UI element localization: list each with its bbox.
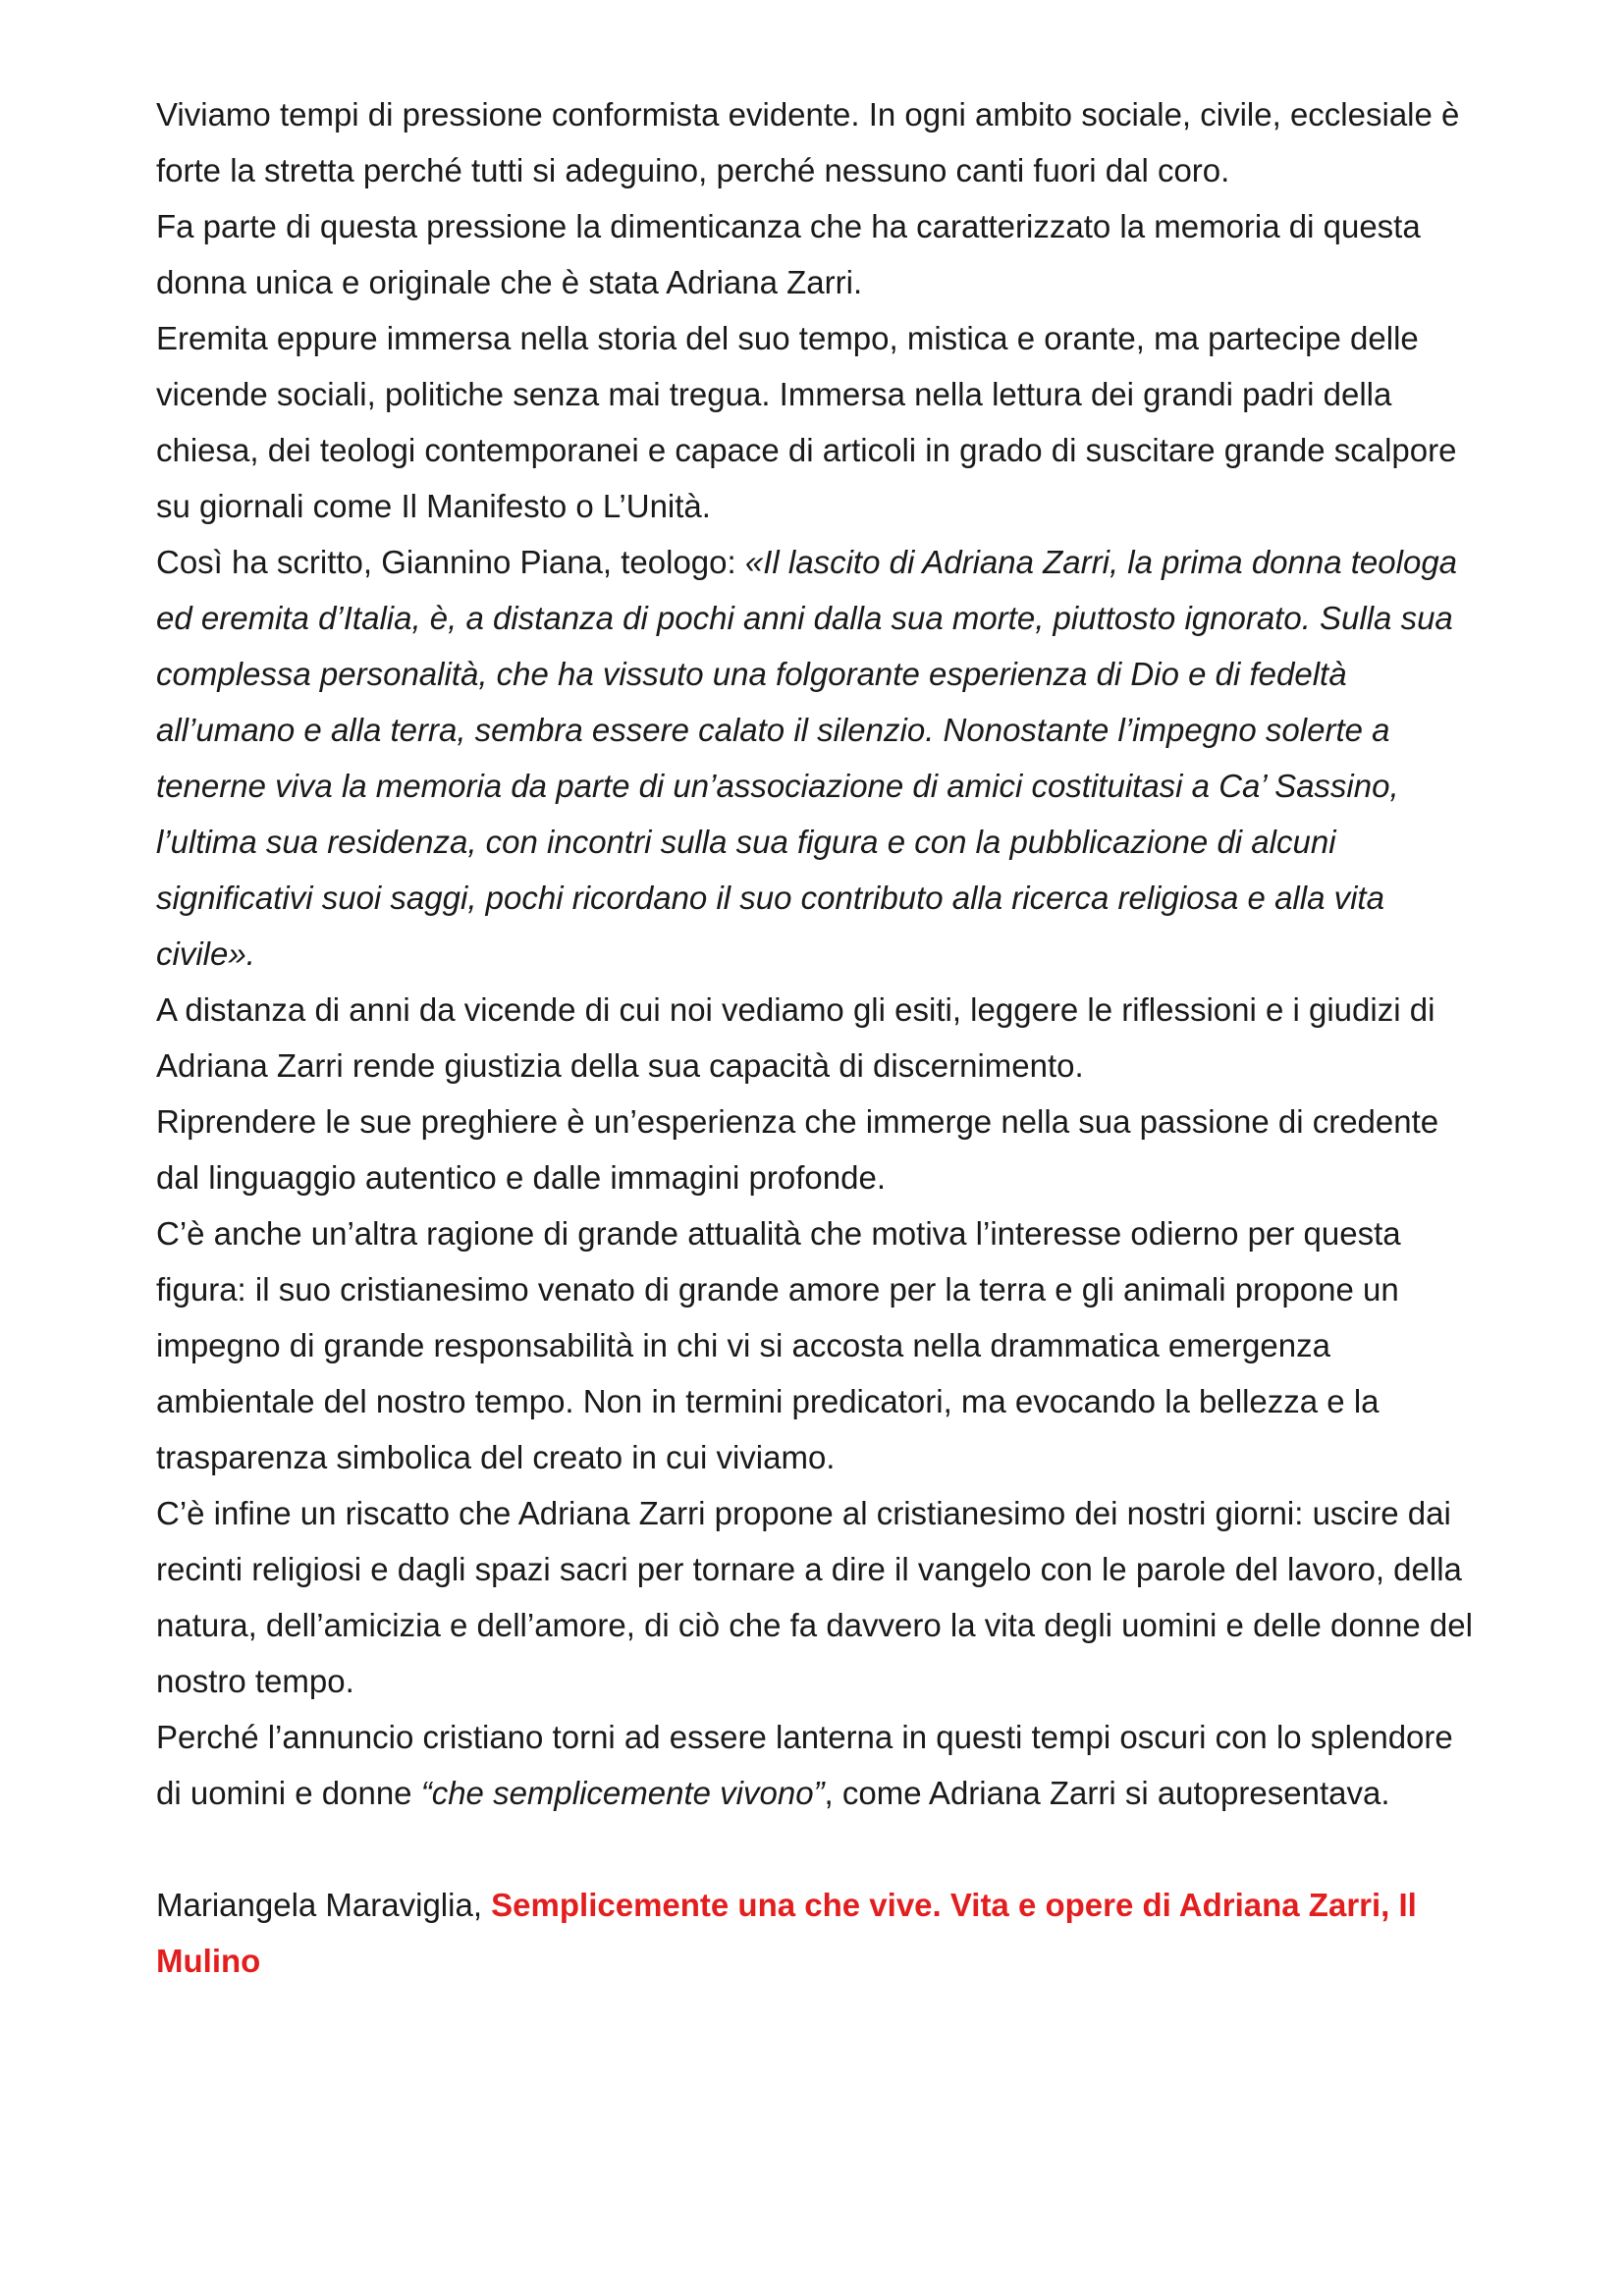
paragraph-conformism: Viviamo tempi di pressione conformista evidente. In ogni ambito sociale, civile, ecclesiale è forte la stretta perché tutti si adeguino, perché nessuno canti fuori dal coro. <box>156 96 1460 188</box>
paragraph-environment: C’è anche un’altra ragione di grande attualità che motiva l’interesse odierno per questa figura: il suo cristianesimo venato di grande amore per la terra e gli animali propone un impegno di grande responsabilità in chi vi si accosta nella drammatica emergenza ambientale del nostro tempo. Non in termini predicatori, ma evocando la bellezza e la trasparenza simbolica del creato in cui viviamo. <box>156 1215 1401 1475</box>
section-spacer <box>156 1821 1477 1877</box>
article-body <box>156 86 1477 1989</box>
lantern-quote: “che semplicemente vivono” <box>420 1775 825 1811</box>
paragraph-forgetfulness: Fa parte di questa pressione la dimenticanza che ha caratterizzato la memoria di questa donna unica e originale che è stata Adriana Zarri. <box>156 208 1421 300</box>
lantern-text-after: , come Adriana Zarri si autopresentava. <box>824 1775 1390 1811</box>
paragraph-lantern <box>156 1709 1477 1821</box>
paragraph-redemption: C’è infine un riscatto che Adriana Zarri propone al cristianesimo dei nostri giorni: uscire dai recinti religiosi e dagli spazi sacri per tornare a dire il vangelo con le parole del lavoro, della natura, dell’amicizia e dell’amore, di ciò che fa davvero la vita degli uomini e delle donne del nostro tempo. <box>156 1495 1473 1699</box>
quote-intro: Così ha scritto, Giannino Piana, teologo: <box>156 544 745 580</box>
piana-quotation: «Il lascito di Adriana Zarri, la prima donna teologa ed eremita d’Italia, è, a distanza di pochi anni dalla sua morte, piuttosto ignorato. Sulla sua complessa personalità, che ha vissuto una folgorante esperienza di Dio e di fedeltà all’umano e alla terra, sembra essere calato il silenzio. Nonostante l’impegno solerte a tenerne viva la memoria da parte di un’associazione di amici costituitasi a Ca’ Sassino, l’ultima sua residenza, con incontri sulla sua figura e con la pubblicazione di alcuni significativi suoi saggi, pochi ricordano il suo contributo alla ricerca religiosa e alla vita civile». <box>156 544 1458 972</box>
paragraph-prayers: Riprendere le sue preghiere è un’esperienza che immerge nella sua passione di credente dal linguaggio autentico e dalle immagini profonde. <box>156 1103 1439 1196</box>
reference-title: Semplicemente una che vive. Vita e opere di Adriana Zarri, Il Mulino <box>156 1887 1417 1979</box>
paragraph-piana-quote <box>156 534 1477 982</box>
paragraph-discernment: A distanza di anni da vicende di cui noi vediamo gli esiti, leggere le riflessioni e i giudizi di Adriana Zarri rende giustizia della sua capacità di discernimento. <box>156 991 1435 1084</box>
book-reference <box>156 1877 1477 1989</box>
reference-author: Mariangela Maraviglia, <box>156 1887 492 1923</box>
paragraph-hermit: Eremita eppure immersa nella storia del suo tempo, mistica e orante, ma partecipe delle vicende sociali, politiche senza mai tregua. Immersa nella lettura dei grandi padri della chiesa, dei teologi contemporanei e capace di articoli in grado di suscitare grande scalpore su giornali come Il Manifesto o L’Unità. <box>156 320 1457 524</box>
lantern-text-before: Perché l’annuncio cristiano torni ad essere lanterna in questi tempi oscuri con lo splendore di uomini e donne <box>156 1719 1453 1811</box>
